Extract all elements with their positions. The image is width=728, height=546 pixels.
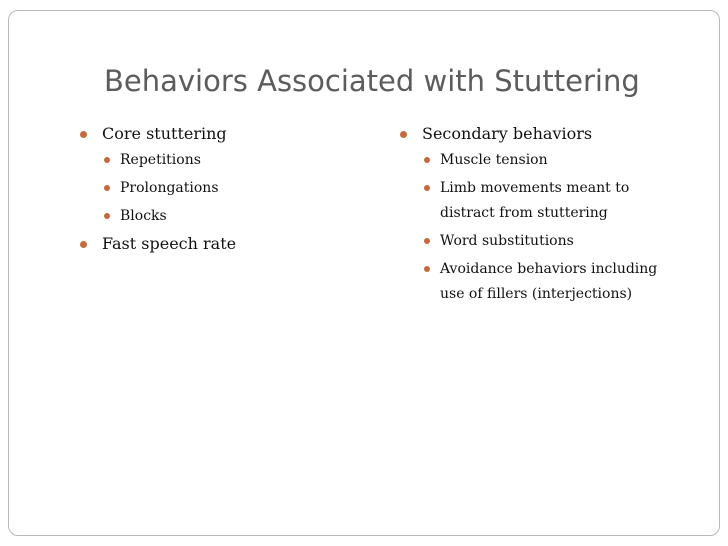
sub-list-item-label: Repetitions — [120, 152, 201, 168]
bullet-icon — [424, 238, 430, 244]
bullet-icon — [80, 241, 87, 248]
bullet-icon — [104, 185, 110, 191]
sub-list-item — [100, 148, 370, 173]
slide-title: Behaviors Associated with Stuttering — [104, 64, 640, 98]
sub-list-item-label: Prolongations — [120, 180, 219, 196]
right-column — [390, 122, 690, 310]
list-item-label: Secondary behaviors — [422, 124, 593, 143]
sub-list-item — [420, 148, 670, 173]
list-item — [70, 122, 370, 229]
list-item-label: Fast speech rate — [102, 234, 237, 253]
sub-list-item — [420, 176, 670, 226]
bullet-icon — [104, 157, 110, 163]
sub-list-item — [100, 204, 370, 229]
sub-list-item-label: Limb movements meant to distract from stuttering — [440, 180, 630, 221]
bullet-icon — [400, 131, 407, 138]
sub-list-item-label: Word substitutions — [440, 233, 574, 249]
list-item-label: Core stuttering — [102, 124, 227, 143]
sub-list-item — [420, 257, 670, 307]
bullet-icon — [424, 157, 430, 163]
bullet-icon — [424, 185, 430, 191]
sub-list-item-label: Muscle tension — [440, 152, 548, 168]
list-item — [70, 232, 370, 256]
sub-list-item — [420, 229, 670, 254]
bullet-icon — [424, 266, 430, 272]
sub-list-item-label: Avoidance behaviors including use of fillers (interjections) — [440, 261, 658, 302]
left-column — [70, 122, 370, 258]
bullet-icon — [80, 131, 87, 138]
list-item — [390, 122, 690, 307]
sub-list-item — [100, 176, 370, 201]
sub-list-item-label: Blocks — [120, 208, 167, 224]
bullet-icon — [104, 213, 110, 219]
